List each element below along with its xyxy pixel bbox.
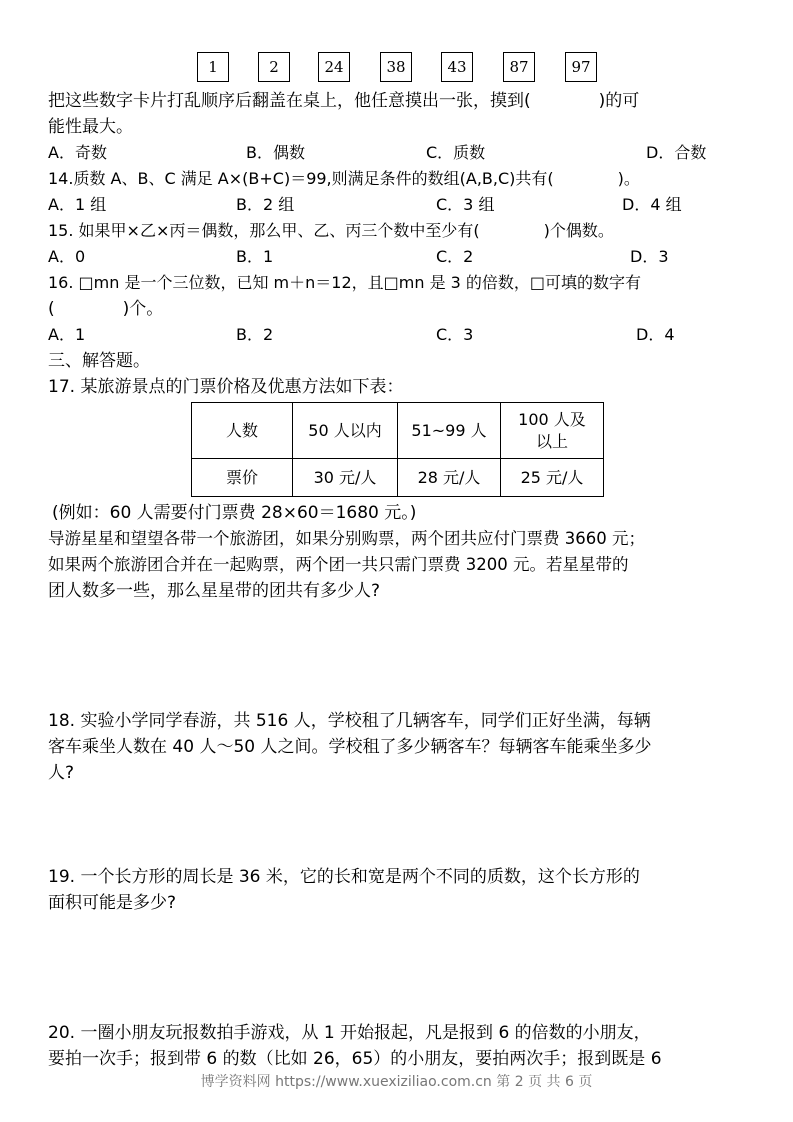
- q18-text-line2: 客车乘坐人数在 40 人～50 人之间。学校租了多少辆客车？每辆客车能乘坐多少: [48, 737, 652, 757]
- number-card: 2: [258, 52, 290, 82]
- number-card: 97: [565, 52, 597, 82]
- q16-option-a: A．1: [48, 325, 86, 344]
- q19-text-line2: 面积可能是多少?: [48, 893, 177, 913]
- table-cell: 票价: [192, 459, 293, 497]
- q15-option-c: C．2: [436, 247, 474, 266]
- table-row: [192, 403, 604, 459]
- q20-text-line2: 要拍一次手；报到带 6 的数（比如 26，65）的小朋友，要拍两次手；报到既是 6: [48, 1049, 662, 1069]
- q20-text-line1: 20. 一圈小朋友玩报数拍手游戏，从 1 开始报起，凡是报到 6 的倍数的小朋友，: [48, 1023, 651, 1043]
- q14-text: 14.质数 A、B、C 满足 A×(B+C)＝99,则满足条件的数组(A,B,C)共有( )。: [48, 169, 640, 188]
- q14-option-d: D．4 组: [622, 195, 682, 214]
- q17-text-line1: 导游星星和望望各带一个旅游团，如果分别购票，两个团共应付门票费 3660 元；: [48, 529, 645, 548]
- q13-option-a: A．奇数: [48, 143, 107, 162]
- q18-text-line3: 人?: [48, 763, 75, 783]
- q16-text-line1: 16. □mn 是一个三位数，已知 m＋n＝12，且□mn 是 3 的倍数，□可填的数字有: [48, 273, 642, 292]
- section-heading: 三、解答题。: [48, 351, 150, 371]
- q15-option-d: D．3: [630, 247, 669, 266]
- table-header-cell: [501, 403, 604, 459]
- q17-intro: 17. 某旅游景点的门票价格及优惠方法如下表：: [48, 377, 404, 397]
- table-row: [192, 459, 604, 497]
- table-header-cell: 50 人以内: [293, 403, 398, 459]
- q18-text-line1: 18. 实验小学同学春游，共 516 人，学校租了几辆客车，同学们正好坐满，每辆: [48, 711, 651, 731]
- q14-option-b: B．2 组: [236, 195, 295, 214]
- table-cell: 30 元/人: [293, 459, 398, 497]
- q15-option-b: B．1: [236, 247, 274, 266]
- q13-option-c: C．质数: [426, 143, 486, 162]
- q16-text-line2: ( )个。: [48, 299, 164, 319]
- table-cell: 28 元/人: [398, 459, 501, 497]
- q15-text: 15. 如果甲×乙×丙＝偶数，那么甲、乙、丙三个数中至少有( )个偶数。: [48, 221, 614, 240]
- q16-option-b: B．2: [236, 325, 274, 344]
- table-cell: 25 元/人: [501, 459, 604, 497]
- page-footer: 博学资料网 https://www.xuexiziliao.com.cn 第 2 页 共 6 页: [200, 1074, 593, 1090]
- header-line: 以上: [535, 431, 568, 451]
- q14-option-c: C．3 组: [436, 195, 495, 214]
- number-card: 38: [380, 52, 412, 82]
- q17-text-line3: 团人数多一些，那么星星带的团共有多少人?: [48, 581, 381, 601]
- ticket-price-table: [191, 402, 604, 497]
- q13-option-d: D．合数: [646, 143, 707, 162]
- header-line: 100 人及: [518, 409, 586, 429]
- number-card: 43: [441, 52, 473, 82]
- q17-example: (例如：60 人需要付门票费 28×60＝1680 元。): [52, 503, 417, 523]
- q13-option-b: B．偶数: [246, 143, 305, 162]
- q16-option-d: D．4: [636, 325, 675, 344]
- q13-text-line2: 能性最大。: [48, 117, 133, 137]
- q19-text-line1: 19. 一个长方形的周长是 36 米，它的长和宽是两个不同的质数，这个长方形的: [48, 867, 640, 887]
- q16-option-c: C．3: [436, 325, 474, 344]
- q17-text-line2: 如果两个旅游团合并在一起购票，两个团一共只需门票费 3200 元。若星星带的: [48, 555, 629, 574]
- q13-text-line1: 把这些数字卡片打乱顺序后翻盖在桌上，他任意摸出一张，摸到( )的可: [48, 91, 640, 111]
- number-card: 1: [197, 52, 229, 82]
- number-card: 87: [503, 52, 535, 82]
- table-header-cell: 51~99 人: [398, 403, 501, 459]
- q14-option-a: A．1 组: [48, 195, 107, 214]
- q15-option-a: A．0: [48, 247, 86, 266]
- table-header-cell: 人数: [192, 403, 293, 459]
- number-card: 24: [318, 52, 350, 82]
